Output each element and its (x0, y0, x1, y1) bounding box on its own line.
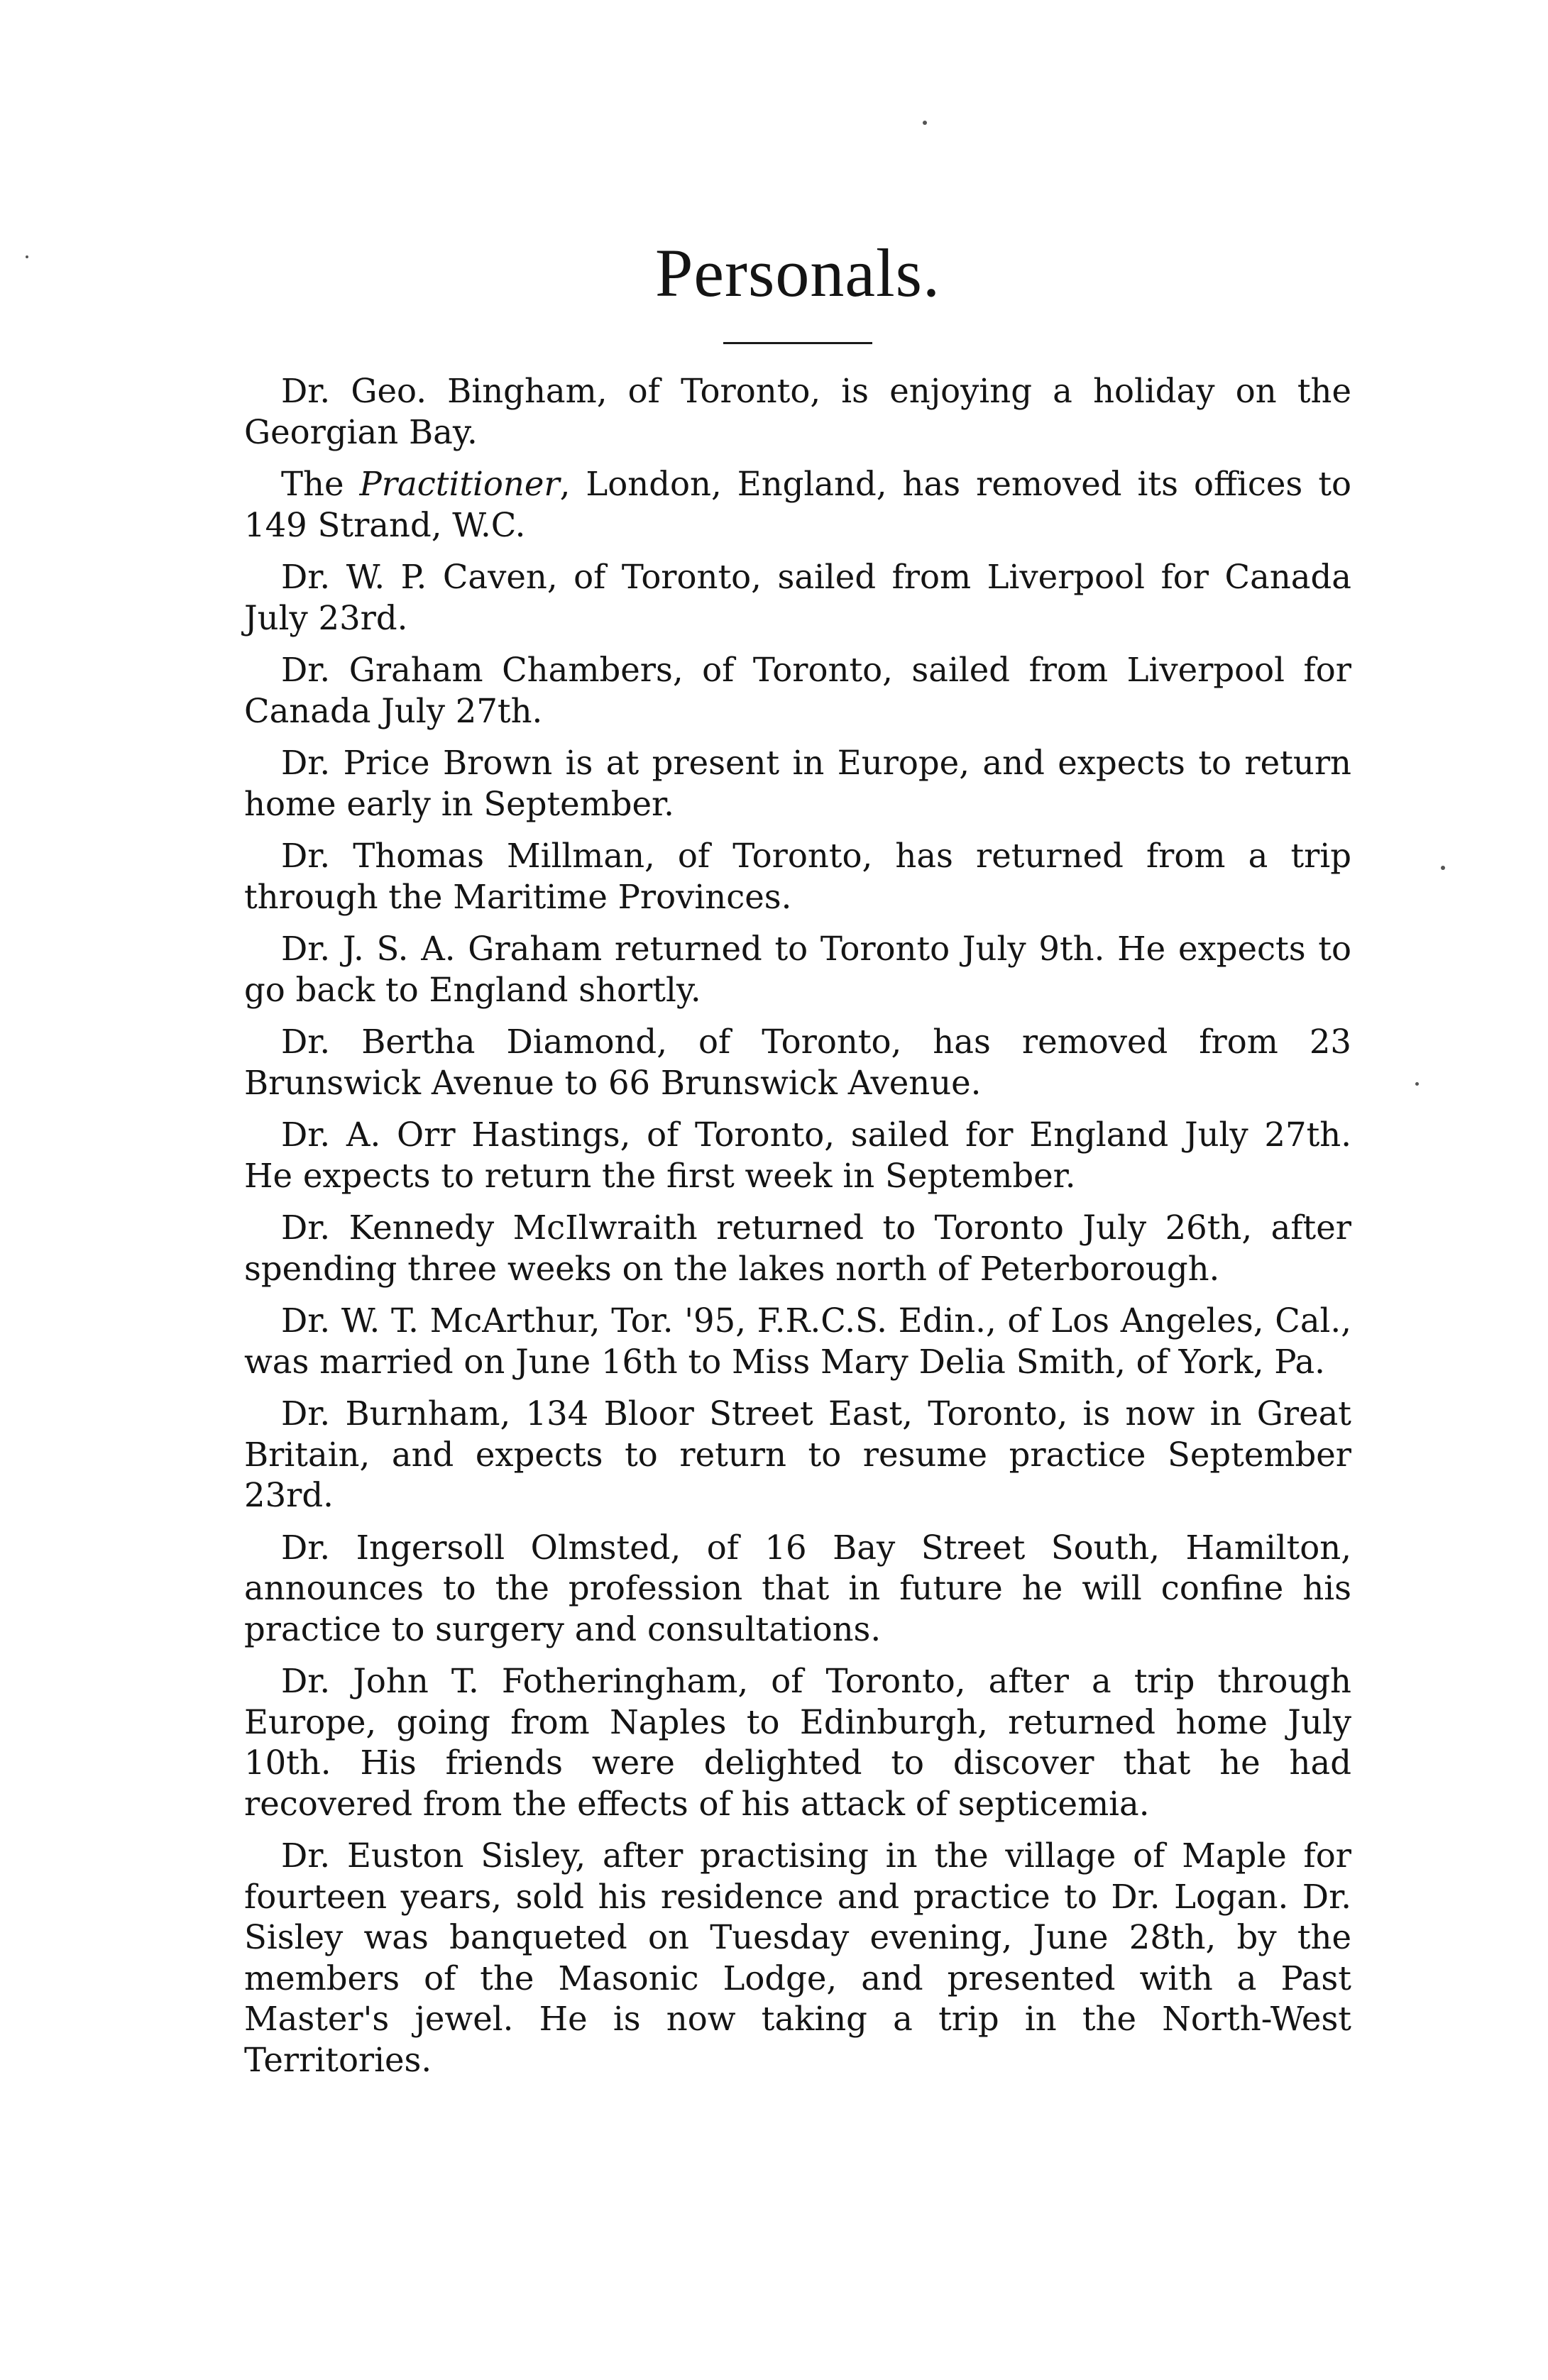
item-text: Dr. W. P. Caven, of Toronto, sailed from Liverpool for Canada July 23rd. (244, 558, 1351, 637)
item-olmsted (244, 1528, 1351, 1651)
item-text: Dr. J. S. A. Graham returned to Toronto July 9th. He expects to go back to England shortly. (244, 930, 1351, 1009)
item-italic-text: Practitioner (359, 465, 560, 503)
item-bingham (244, 371, 1351, 453)
item-hastings (244, 1115, 1351, 1196)
print-speck (26, 255, 28, 258)
item-mcilwraith (244, 1208, 1351, 1289)
item-text: Dr. Price Brown is at present in Europe, and expects to return home early in September. (244, 744, 1351, 823)
item-text: Dr. W. T. McArthur, Tor. '95, F.R.C.S. Edin., of Los Angeles, Cal., was married on June 16th to Miss Mary Delia Smith, of York, Pa. (244, 1301, 1351, 1381)
item-text: Dr. Euston Sisley, after practising in the village of Maple for fourteen years, sold his residence and practice to Dr. Logan. Dr. Sisley was banqueted on Tuesday evening, June 28th, by the members of the Masonic Lodge, and presented with a Past Master's jewel. He is now taking a trip in the North-West Territories. (244, 1836, 1351, 2079)
item-practitioner (244, 464, 1351, 546)
item-graham (244, 929, 1351, 1010)
personals-page (244, 234, 1351, 2092)
item-text-after: , London, England, has removed its offices to 149 Strand, W.C. (244, 465, 1351, 544)
print-speck (923, 121, 927, 125)
item-text: Dr. Ingersoll Olmsted, of 16 Bay Street South, Hamilton, announces to the profession that in future he will confine his practice to surgery and consultations. (244, 1528, 1351, 1648)
item-price-brown (244, 743, 1351, 825)
item-chambers (244, 650, 1351, 732)
personals-list (244, 371, 1351, 2081)
item-caven (244, 557, 1351, 639)
item-text: Dr. Burnham, 134 Bloor Street East, Toronto, is now in Great Britain, and expects to return to resume practice September 23rd. (244, 1394, 1351, 1514)
item-text: The (281, 465, 360, 503)
item-text: Dr. Thomas Millman, of Toronto, has returned from a trip through the Maritime Provinces. (244, 837, 1351, 916)
page-title: Personals. (655, 235, 940, 311)
item-sisley (244, 1836, 1351, 2081)
item-text: Dr. Kennedy McIlwraith returned to Toronto July 26th, after spending three weeks on the lakes north of Peterborough. (244, 1208, 1351, 1288)
title-rule (723, 342, 872, 344)
item-diamond (244, 1022, 1351, 1103)
item-text: Dr. Bertha Diamond, of Toronto, has removed from 23 Brunswick Avenue to 66 Brunswick Avenue. (244, 1023, 1351, 1102)
item-text: Dr. John T. Fotheringham, of Toronto, after a trip through Europe, going from Naples to Edinburgh, returned home July 10th. His friends were delighted to discover that he had recovered from the effects of his attack of septicemia. (244, 1662, 1351, 1823)
item-text: Dr. Graham Chambers, of Toronto, sailed from Liverpool for Canada July 27th. (244, 651, 1351, 730)
item-mcarthur (244, 1301, 1351, 1382)
print-speck (1441, 866, 1445, 870)
item-burnham (244, 1394, 1351, 1516)
item-millman (244, 836, 1351, 918)
item-text: Dr. A. Orr Hastings, of Toronto, sailed for England July 27th. He expects to return the first week in September. (244, 1115, 1351, 1195)
item-text: Dr. Geo. Bingham, of Toronto, is enjoying a holiday on the Georgian Bay. (244, 372, 1351, 451)
print-speck (1415, 1082, 1419, 1086)
item-fotheringham (244, 1661, 1351, 1824)
